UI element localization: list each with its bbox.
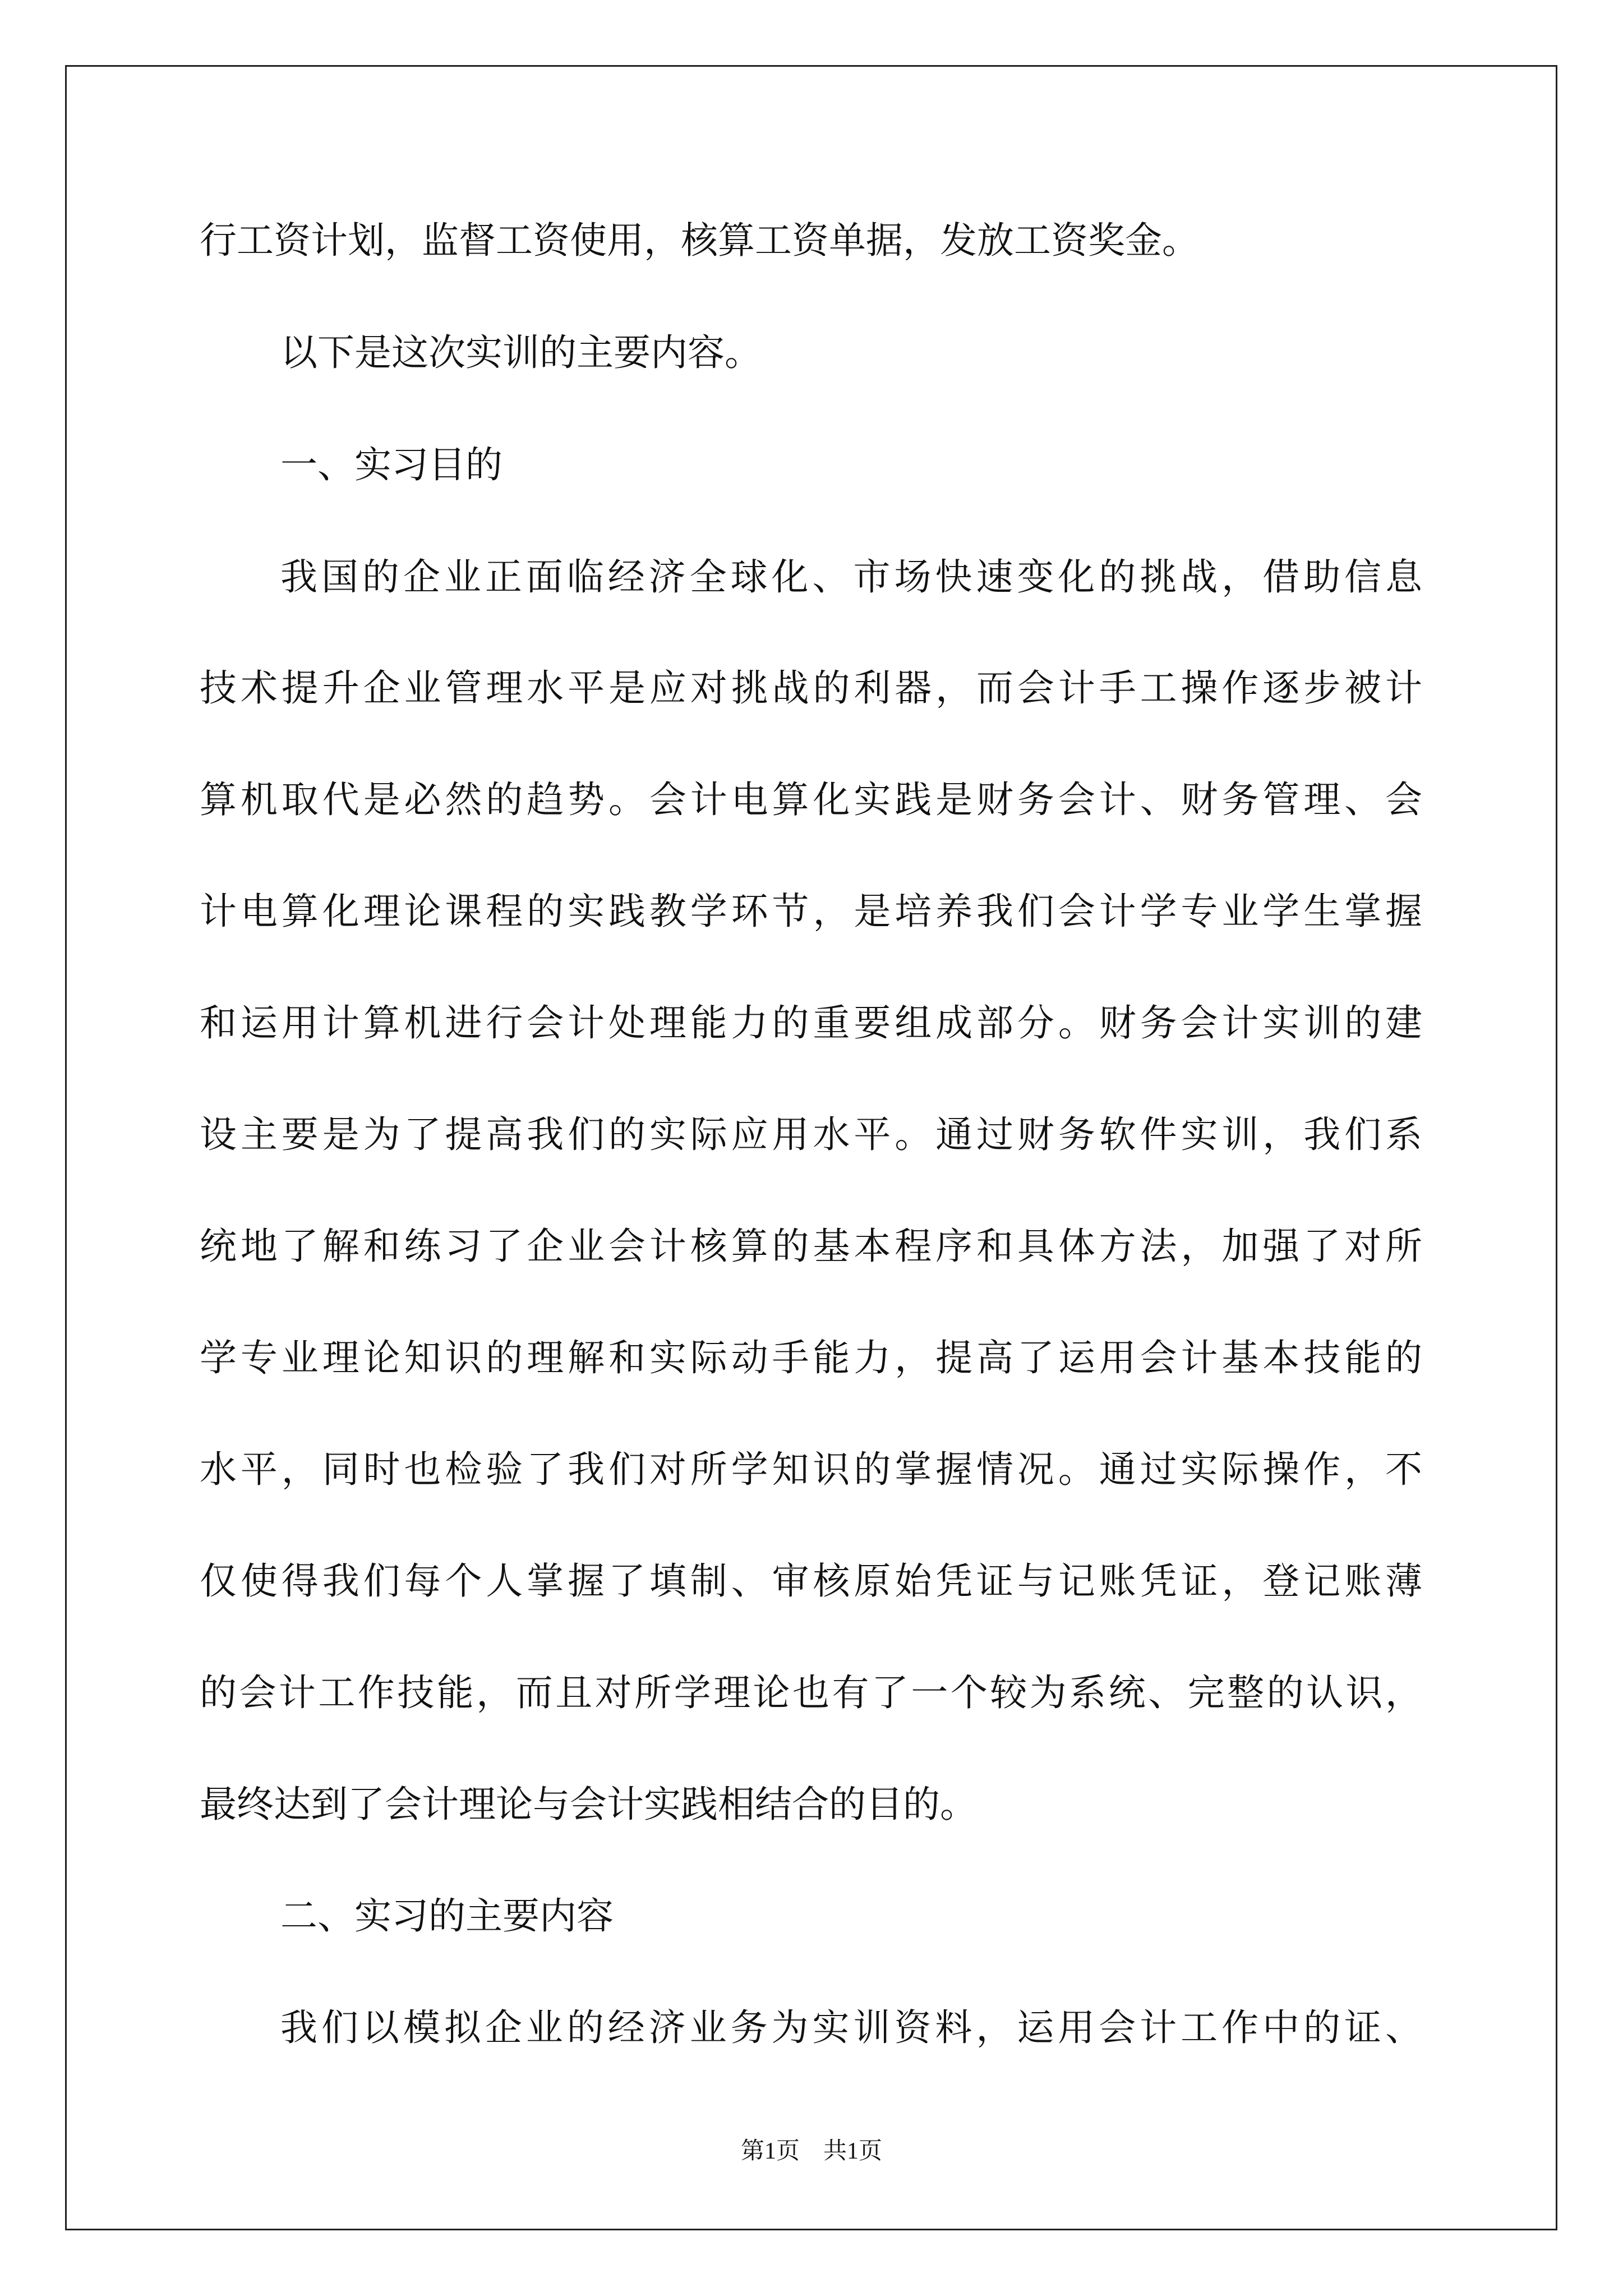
text-line: 行工资计划，监督工资使用，核算工资单据，发放工资奖金。 xyxy=(200,219,1199,262)
text-line: 最终达到了会计理论与会计实践相结合的目的。 xyxy=(200,1783,977,1826)
text-line: 我们以模拟企业的经济业务为实训资料，运用会计工作中的证、 xyxy=(280,2006,1422,2049)
section-heading: 二、实习的主要内容 xyxy=(280,1894,614,1938)
section-heading: 一、实习目的 xyxy=(280,443,502,486)
page-number-footer: 第1页 共1页 xyxy=(740,2138,882,2164)
text-line: 计电算化理论课程的实践教学环节，是培养我们会计学专业学生掌握 xyxy=(200,890,1422,933)
text-line: 以下是这次实训的主要内容。 xyxy=(280,331,762,374)
text-line: 的会计工作技能，而且对所学理论也有了一个较为系统、完整的认识， xyxy=(200,1671,1422,1714)
text-line: 技术提升企业管理水平是应对挑战的利器，而会计手工操作逐步被计 xyxy=(200,666,1422,710)
text-line: 和运用计算机进行会计处理能力的重要组成部分。财务会计实训的建 xyxy=(200,1001,1422,1045)
text-line: 我国的企业正面临经济全球化、市场快速变化的挑战，借助信息 xyxy=(280,555,1422,599)
text-line: 水平，同时也检验了我们对所学知识的掌握情况。通过实际操作，不 xyxy=(200,1448,1422,1491)
text-line: 算机取代是必然的趋势。会计电算化实践是财务会计、财务管理、会 xyxy=(200,778,1422,821)
text-line: 统地了解和练习了企业会计核算的基本程序和具体方法，加强了对所 xyxy=(200,1225,1422,1268)
text-line: 设主要是为了提高我们的实际应用水平。通过财务软件实训，我们系 xyxy=(200,1113,1422,1156)
text-line: 学专业理论知识的理解和实际动手能力，提高了运用会计基本技能的 xyxy=(200,1336,1422,1379)
text-line: 仅使得我们每个人掌握了填制、审核原始凭证与记账凭证，登记账薄 xyxy=(200,1559,1422,1603)
